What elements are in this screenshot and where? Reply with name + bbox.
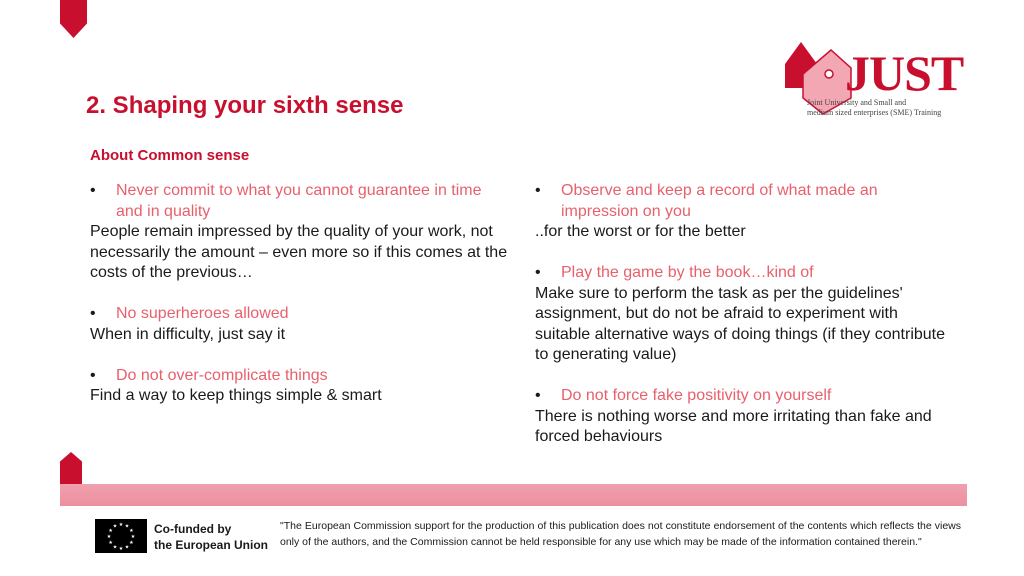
bullet-text: Do not over-complicate things	[116, 366, 328, 384]
svg-text:★: ★	[130, 534, 136, 540]
body-text: People remain impressed by the quality of your work, not necessarily the amount – even more so if this comes at the costs of the previous…	[90, 223, 508, 281]
list-item	[535, 181, 945, 243]
bullet-icon: •	[535, 182, 541, 199]
bullet-icon: •	[90, 305, 96, 322]
body-text: There is nothing worse and more irritating than fake and forced behaviours	[535, 407, 932, 445]
eu-cofunded-label	[154, 521, 268, 553]
logo-tagline	[807, 98, 977, 118]
eu-line2: the European Union	[154, 538, 268, 552]
eu-line1: Co-funded by	[154, 522, 232, 536]
eu-flag-icon	[95, 519, 147, 553]
svg-text:★: ★	[112, 544, 118, 551]
bullet-icon: •	[90, 182, 96, 199]
svg-text:★: ★	[108, 528, 113, 534]
bullet-text: Never commit to what you cannot guarantee in time and in quality	[116, 182, 482, 220]
just-logo	[783, 38, 973, 120]
body-text: Find a way to keep things simple & smart	[90, 387, 382, 404]
body-text: ..for the worst or for the better	[535, 223, 746, 240]
logo-tagline-line2: medium sized enterprises (SME) Training	[807, 108, 942, 117]
bullet-text: Observe and keep a record of what made an impression on you	[561, 182, 878, 220]
disclaimer-text: "The European Commission support for the production of this publication does not constitute endorsement of the contents which reflects the views only of the authors, and the Commission cannot be held responsible for any use which may be made of the information contained therein."	[280, 520, 961, 548]
page-title: 2. Shaping your sixth sense	[86, 92, 404, 119]
bullet-text: No superheroes allowed	[116, 305, 289, 322]
list-item	[90, 366, 510, 407]
bullet-text: Do not force fake positivity on yourself	[561, 387, 832, 404]
right-column	[535, 181, 945, 468]
section-subtitle: About Common sense	[90, 147, 250, 164]
body-text: When in difficulty, just say it	[90, 325, 286, 343]
bullet-heading	[90, 366, 510, 387]
svg-text:★: ★	[118, 546, 124, 552]
bullet-icon: •	[90, 366, 96, 384]
side-red-tab	[60, 452, 82, 486]
svg-text:★: ★	[124, 523, 130, 530]
list-item	[90, 304, 510, 345]
list-item	[535, 386, 945, 448]
list-item	[535, 263, 945, 366]
body-text: Make sure to perform the task as per the guidelines' assignment, but do not be afraid to experiment with suitable alternative ways of doing things (if they contribute to generating value)	[535, 284, 946, 363]
svg-text:★: ★	[108, 540, 113, 546]
left-column	[90, 181, 510, 427]
bullet-text: Play the game by the book…kind of	[561, 264, 814, 281]
svg-text:★: ★	[124, 544, 130, 551]
logo-wordmark: JUST	[845, 45, 964, 101]
footer-band	[60, 484, 967, 506]
svg-text:★: ★	[112, 523, 118, 530]
svg-text:★: ★	[118, 522, 124, 528]
bullet-heading	[90, 304, 510, 325]
bullet-heading	[535, 181, 945, 222]
bullet-icon: •	[535, 264, 541, 281]
bullet-heading	[535, 263, 945, 284]
logo-tagline-line1: Joint University and Small and	[807, 98, 907, 107]
top-red-tab	[60, 0, 87, 38]
svg-text:★: ★	[129, 540, 134, 546]
bullet-heading	[90, 181, 510, 222]
svg-text:★: ★	[106, 534, 112, 540]
bullet-heading	[535, 386, 945, 407]
bullet-icon: •	[535, 387, 541, 404]
svg-text:★: ★	[129, 528, 134, 534]
list-item	[90, 181, 510, 284]
